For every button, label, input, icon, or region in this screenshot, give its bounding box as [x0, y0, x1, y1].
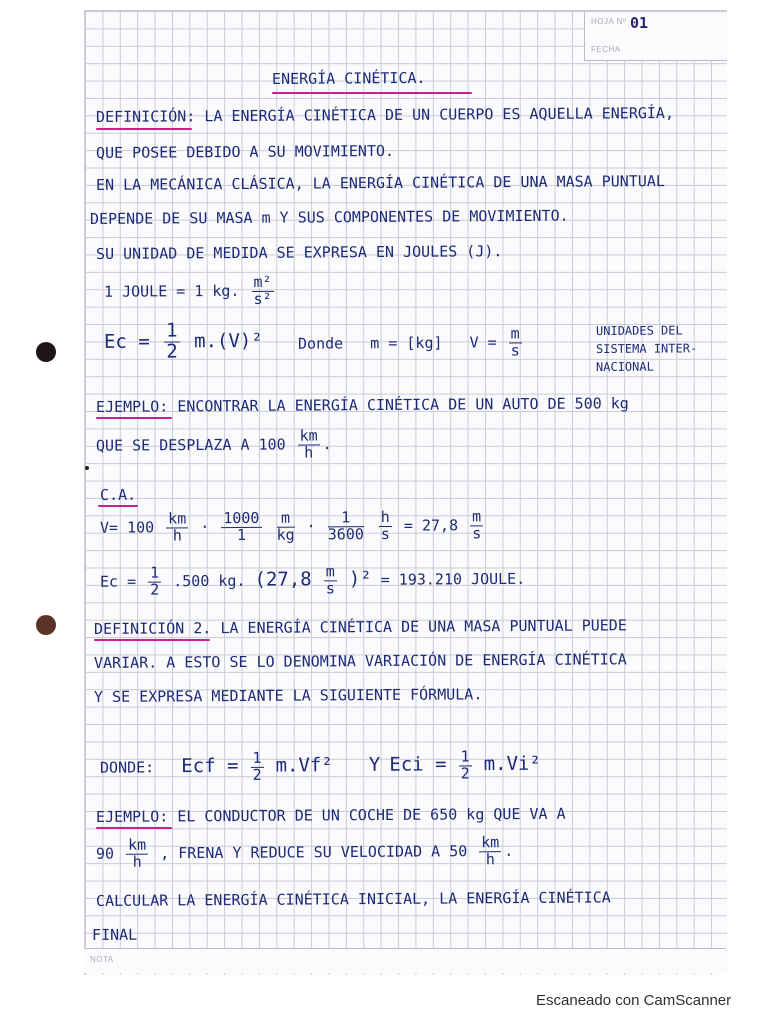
ec-calc-half-num: 1 [148, 566, 161, 583]
ex2-unit-2 [479, 835, 501, 868]
ec-body: m.(V)² [194, 329, 263, 353]
example2-underline [96, 827, 172, 829]
conv-num-2: 1000 [221, 511, 261, 528]
ex2-unit-2-den: h [485, 849, 495, 869]
ex2-line2 [96, 835, 514, 870]
ex2-unit-1 [126, 835, 148, 871]
ec-calc-unit-num: m [324, 564, 337, 581]
ex2-speed-1: 90 [95, 844, 115, 863]
ex2-unit-1-den: h [132, 852, 142, 871]
eci-body: m.Vi² [483, 752, 541, 776]
joule-unit-num: m² [251, 275, 273, 292]
eci-lhs: Eci = [389, 753, 447, 776]
page-title: ENERGÍA CINÉTICA. [271, 68, 426, 88]
v-result-num: m [470, 509, 483, 526]
ec-calc-half [148, 563, 161, 599]
sheet-header [584, 12, 727, 61]
ca-underline [98, 505, 138, 507]
nota-label: NOTA [90, 955, 114, 964]
def1-line4: DEPENDE DE SU MASA m Y SUS COMPONENTES DE MOVIMIENTO. [89, 206, 569, 228]
joule-lhs: 1 JOULE = [103, 282, 186, 301]
ec-calc-half-den: 2 [150, 580, 160, 599]
example2-label: EJEMPLO: [95, 807, 169, 826]
v-lhs: V= 100 [99, 518, 155, 537]
def2-line1 [94, 616, 627, 638]
conv-fraction-3 [276, 508, 295, 544]
donde-definitions [298, 326, 525, 360]
variation-formulas [100, 749, 541, 785]
ex2-text: EL CONDUCTOR DE UN COCHE DE 650 kg QUE VA A [177, 804, 566, 826]
ecf-lhs: Ecf = [181, 754, 239, 778]
ec-calc-unit-den: s [325, 579, 335, 598]
conv-den-4: 3600 [327, 524, 364, 544]
ex1-text2: QUE SE DESPLAZA A 100 [95, 435, 286, 455]
half-num: 1 [164, 321, 180, 342]
eci-half [459, 749, 472, 782]
ex2-unit-2-num: km [479, 835, 501, 852]
ex2-line3: CALCULAR LA ENERGÍA CINÉTICA INICIAL, LA ENERGÍA CINÉTICA [95, 888, 611, 910]
si-note-1: UNIDADES DEL [595, 323, 683, 338]
ecf-half-den: 2 [252, 765, 262, 784]
velocity-lhs: V = [469, 333, 497, 352]
hoja-label: HOJA Nº [591, 17, 627, 26]
y-word: Y [368, 753, 381, 776]
conv-den-3: kg [276, 525, 295, 544]
def2-line2: VARIAR. A ESTO SE LO DENOMINA VARIACIÓN DE ENERGÍA CINÉTICA [93, 650, 627, 672]
hoja-number: 01 [630, 14, 649, 32]
definition2-label: DEFINICIÓN 2. [93, 619, 212, 638]
speed-unit-num: km [298, 428, 320, 445]
def1-text: LA ENERGÍA CINÉTICA DE UN CUERPO ES AQUELLA ENERGÍA, [204, 103, 675, 126]
ex2-text2: , FRENA Y REDUCE SU VELOCIDAD A 50 [160, 842, 468, 863]
definition2-underline [94, 639, 210, 641]
ec-calc-paren: (27,8 [254, 568, 312, 591]
conv-dot-2: · [306, 517, 316, 536]
def1-line3: EN LA MECÁNICA CLÁSICA, LA ENERGÍA CINÉTICA DE UNA MASA PUNTUAL [95, 172, 666, 194]
conv-num-5: h [379, 510, 392, 527]
si-note-3: NACIONAL [595, 359, 654, 374]
ec-calc-unit [324, 564, 337, 597]
v-result-den: s [472, 524, 482, 543]
si-note-2: SISTEMA INTER- [595, 341, 698, 356]
ex1-line2 [96, 428, 332, 462]
definition-label: DEFINICIÓN: [95, 107, 196, 126]
conv-fraction-1 [166, 511, 188, 544]
ink-dot [85, 466, 89, 470]
definition-underline [96, 128, 192, 130]
def2-text: LA ENERGÍA CINÉTICA DE UNA MASA PUNTUAL PUEDE [220, 616, 627, 638]
conv-den-1: h [172, 526, 182, 545]
def2-line3: Y SE EXPRESA MEDIANTE LA SIGUIENTE FÓRMULA. [93, 685, 483, 706]
ecf-half [250, 748, 263, 784]
conv-fraction-5 [379, 507, 392, 543]
speed-unit [298, 428, 320, 461]
conv-num-3: m [276, 511, 294, 528]
donde-label: DONDE: [99, 758, 155, 777]
binder-hole [36, 615, 56, 635]
mass-unit: m = [kg] [370, 333, 443, 353]
conv-dot-1: · [200, 517, 210, 537]
ec-calculation [100, 563, 525, 598]
velocity-unit-den: s [510, 341, 520, 360]
donde-word: Donde [297, 334, 344, 353]
camscanner-watermark: Escaneado con CamScanner [536, 992, 732, 1009]
v-result-unit [470, 509, 483, 542]
joule-definition [103, 272, 277, 309]
example-label: EJEMPLO: [95, 397, 169, 416]
joule-rhs: 1 kg. [194, 281, 240, 301]
ca-label: C.A. [99, 485, 137, 504]
conv-fraction-2 [221, 508, 261, 544]
ex2-line1 [96, 805, 566, 826]
ex1-line1 [96, 394, 629, 416]
def1-line5: SU UNIDAD DE MEDIDA SE EXPRESA EN JOULES (J). [95, 242, 503, 263]
fecha-label: FECHA [591, 45, 621, 54]
joule-unit-fraction [251, 272, 273, 308]
sheet-footer [84, 948, 726, 973]
ec-lhs: Ec = [103, 330, 150, 353]
ex2-line4: FINAL [91, 925, 138, 944]
ex1-text: ENCONTRAR LA ENERGÍA CINÉTICA DE UN AUTO DE 500 kg [177, 394, 629, 416]
v-result: = 27,8 [403, 516, 459, 535]
title-underline [272, 92, 472, 94]
binder-hole [36, 342, 56, 362]
def1-line2: QUE POSEE DEBIDO A SU MOVIMIENTO. [95, 141, 395, 162]
eci-half-num: 1 [459, 749, 472, 766]
conv-den-5: s [380, 524, 390, 543]
ecf-body: m.Vf² [275, 754, 333, 777]
joule-unit-den: s² [253, 289, 272, 308]
velocity-unit [509, 326, 522, 359]
ec-calc-lhs: Ec = [99, 572, 137, 591]
ec-calc-close: )² [348, 567, 372, 591]
velocity-conversion [100, 509, 486, 544]
half-den: 2 [166, 340, 178, 363]
conv-num-1: km [166, 511, 188, 528]
ex2-unit-1-num: km [126, 838, 148, 855]
half-fraction [164, 321, 180, 362]
speed-unit-den: h [304, 443, 314, 462]
conv-fraction-4 [328, 510, 364, 543]
eci-half-den: 2 [460, 764, 470, 783]
ecf-half-num: 1 [250, 751, 263, 768]
ex2-end: . [504, 841, 514, 860]
ex1-end: . [322, 435, 332, 454]
ec-calc-mid: .500 kg. [173, 571, 246, 591]
velocity-unit-num: m [509, 326, 522, 343]
example-underline [96, 417, 172, 419]
ec-formula [104, 321, 263, 363]
conv-num-4: 1 [328, 510, 364, 527]
conv-den-2: 1 [236, 525, 247, 544]
ec-calc-result: = 193.210 JOULE. [380, 569, 526, 589]
